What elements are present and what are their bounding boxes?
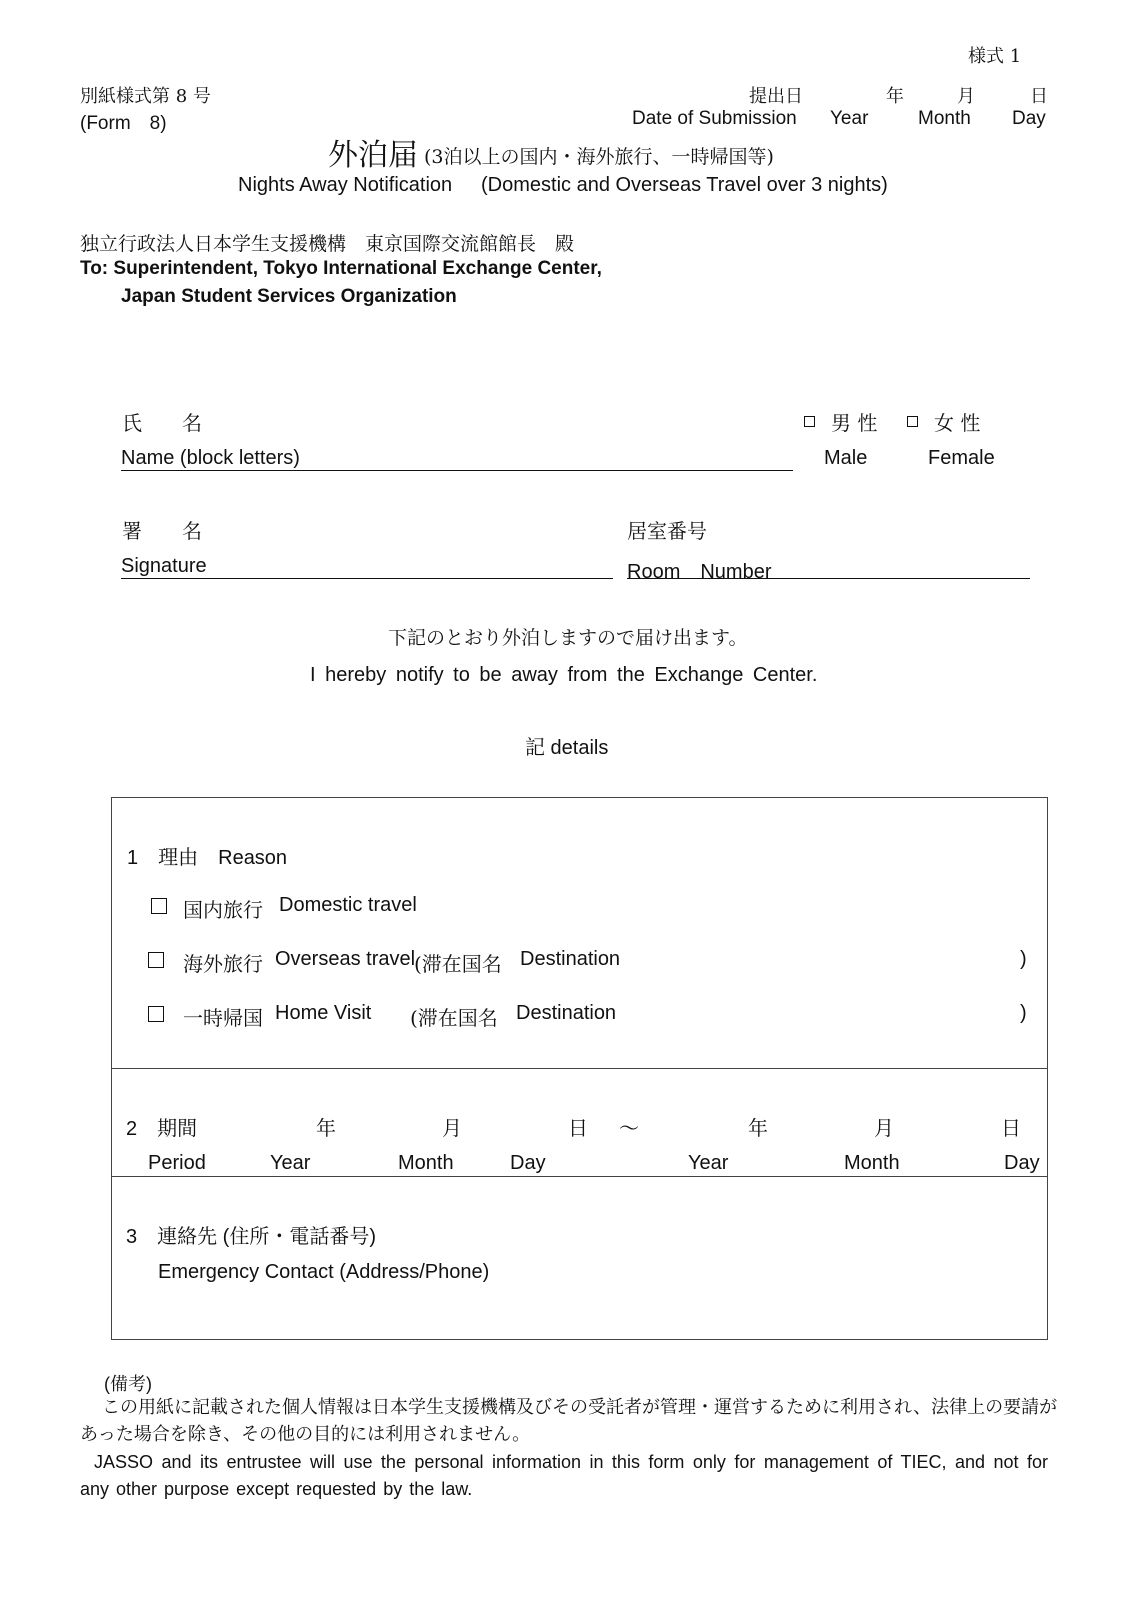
statement-en: I hereby notify to be away from the Exchange Center. bbox=[310, 664, 818, 686]
period-to-month-jp: 月 bbox=[874, 1116, 894, 1140]
period-from-day-jp: 日 bbox=[568, 1116, 588, 1140]
form-title-en: Nights Away Notification bbox=[238, 174, 453, 196]
attached-form-number-en: (Form 8) bbox=[80, 113, 167, 134]
table-divider-2 bbox=[111, 1176, 1048, 1177]
name-field[interactable] bbox=[121, 470, 793, 471]
table-divider-1 bbox=[111, 1068, 1048, 1069]
remarks-jp: この用紙に記載された個人情報は日本学生支援機構及びその受託者が管理・運営するために利用され、法律上の要請があった場合を除き、その他の目的には利用されません。 bbox=[80, 1397, 1058, 1444]
overseas-travel-jp: 海外旅行 bbox=[183, 952, 263, 976]
period-heading-en: Period bbox=[148, 1152, 206, 1174]
home-destination-close: ) bbox=[1020, 1002, 1027, 1024]
signature-label-jp: 署 名 bbox=[122, 519, 202, 543]
addressee-en-line2: Japan Student Services Organization bbox=[121, 286, 457, 307]
contact-heading: 3 連絡先 (住所・電話番号) bbox=[126, 1226, 376, 1248]
period-from-day-en: Day bbox=[510, 1152, 546, 1174]
submission-year-en: Year bbox=[830, 108, 869, 129]
period-from-year-en: Year bbox=[270, 1152, 311, 1174]
home-visit-checkbox[interactable] bbox=[148, 1006, 164, 1022]
signature-field[interactable] bbox=[121, 578, 613, 579]
gender-female-en: Female bbox=[928, 447, 995, 469]
male-checkbox[interactable] bbox=[804, 416, 815, 427]
attached-form-number-jp: 別紙様式第 8 号 bbox=[80, 86, 211, 107]
contact-heading-en: Emergency Contact (Address/Phone) bbox=[158, 1261, 490, 1283]
reason-heading: 1 理由 Reason bbox=[127, 847, 288, 869]
overseas-travel-checkbox[interactable] bbox=[148, 952, 164, 968]
overseas-destination-jp: (滞在国名 bbox=[414, 952, 502, 976]
gender-female-jp: 女 性 bbox=[934, 411, 981, 435]
submission-month-en: Month bbox=[918, 108, 971, 129]
period-tilde: ～ bbox=[619, 1116, 639, 1140]
gender-male-jp: 男 性 bbox=[831, 411, 878, 435]
submission-year-jp: 年 bbox=[886, 86, 904, 107]
domestic-travel-checkbox[interactable] bbox=[151, 898, 167, 914]
room-number-field[interactable] bbox=[627, 578, 1030, 579]
submission-date-label-en: Date of Submission bbox=[632, 108, 797, 129]
period-to-year-en: Year bbox=[688, 1152, 729, 1174]
submission-month-jp: 月 bbox=[957, 86, 975, 107]
room-number-label-jp: 居室番号 bbox=[627, 519, 707, 543]
room-number-label-en: Room Number bbox=[627, 561, 772, 583]
home-visit-jp: 一時帰国 bbox=[183, 1006, 263, 1030]
name-label-jp: 氏 名 bbox=[122, 411, 202, 435]
period-to-year-jp: 年 bbox=[748, 1116, 768, 1140]
remarks-heading: (備考) bbox=[104, 1374, 152, 1394]
submission-day-en: Day bbox=[1012, 108, 1046, 129]
period-to-month-en: Month bbox=[844, 1152, 900, 1174]
addressee-en-line1: To: Superintendent, Tokyo International Exchange Center, bbox=[80, 258, 602, 279]
details-heading: 記 details bbox=[525, 737, 609, 759]
period-heading: 2 期間 bbox=[126, 1118, 198, 1140]
form-subtitle-jp: (3泊以上の国内・海外旅行、一時帰国等) bbox=[424, 146, 774, 168]
form-title-jp: 外泊届 bbox=[328, 138, 418, 173]
period-from-month-jp: 月 bbox=[442, 1116, 462, 1140]
overseas-destination-en: Destination bbox=[520, 948, 621, 970]
form-subtitle-en: (Domestic and Overseas Travel over 3 nights) bbox=[481, 174, 888, 196]
submission-date-label-jp: 提出日 bbox=[749, 86, 803, 107]
gender-male-en: Male bbox=[824, 447, 868, 469]
female-checkbox[interactable] bbox=[907, 416, 918, 427]
statement-jp: 下記のとおり外泊しますので届け出ます。 bbox=[388, 627, 748, 649]
signature-label-en: Signature bbox=[121, 555, 207, 577]
home-destination-jp: (滞在国名 bbox=[410, 1006, 498, 1030]
period-from-month-en: Month bbox=[398, 1152, 454, 1174]
remarks-en: JASSO and its entrustee will use the personal information in this form only for management of TIEC, and not for any other purpose except requested by the law. bbox=[80, 1452, 1048, 1499]
form-code: 様式 1 bbox=[968, 46, 1022, 67]
home-visit-en: Home Visit bbox=[275, 1002, 372, 1024]
addressee-jp: 独立行政法人日本学生支援機構 東京国際交流館館長 殿 bbox=[80, 233, 575, 255]
period-from-year-jp: 年 bbox=[316, 1116, 336, 1140]
domestic-travel-jp: 国内旅行 bbox=[183, 898, 263, 922]
overseas-destination-close: ) bbox=[1020, 948, 1027, 970]
home-destination-en: Destination bbox=[516, 1002, 617, 1024]
period-to-day-en: Day bbox=[1004, 1152, 1040, 1174]
submission-day-jp: 日 bbox=[1030, 86, 1048, 107]
domestic-travel-en: Domestic travel bbox=[279, 894, 417, 916]
name-label-en: Name (block letters) bbox=[121, 447, 300, 469]
overseas-travel-en: Overseas travel bbox=[275, 948, 416, 970]
period-to-day-jp: 日 bbox=[1001, 1116, 1021, 1140]
